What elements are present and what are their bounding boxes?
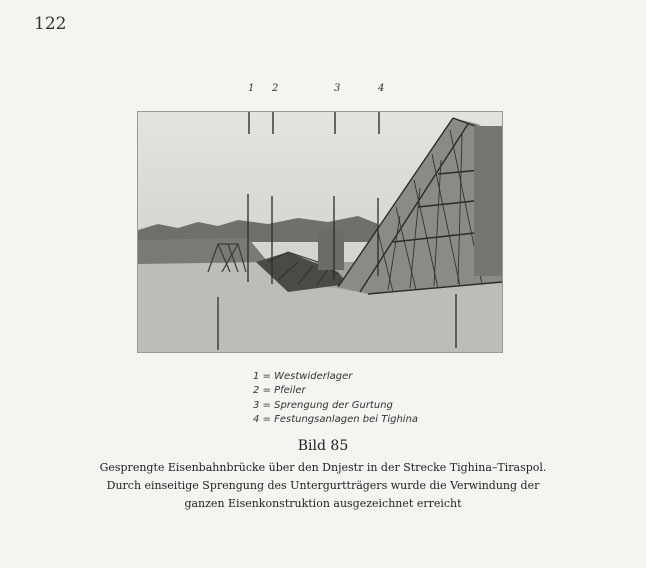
bridge-photo-illustration <box>138 112 502 352</box>
page-number: 122 <box>34 14 67 34</box>
figure-label: Bild 85 <box>297 438 349 454</box>
caption-line: Gesprengte Eisenbahnbrücke über den Dnjestr in der Strecke Tighina–Tiraspol. <box>99 461 547 474</box>
legend-item: 3 = Sprengung der Gurtung <box>253 399 393 411</box>
photo-marker-3: 3 <box>334 83 341 94</box>
photo-marker-4: 4 <box>378 83 385 94</box>
photo-marker-2: 2 <box>272 83 279 94</box>
caption-line: ganzen Eisenkonstruktion ausgezeichnet erreicht <box>184 497 462 510</box>
caption-line: Durch einseitige Sprengung des Untergurtträgers wurde die Verwindung der <box>106 479 540 492</box>
bridge-photo <box>137 111 503 353</box>
legend <box>253 370 418 428</box>
legend-item: 1 = Westwiderlager <box>253 371 353 382</box>
legend-item: 4 = Festungsanlagen bei Tighina <box>253 414 419 426</box>
figure-caption <box>0 459 646 513</box>
photo-marker-1: 1 <box>248 83 255 94</box>
legend-item: 2 = Pfeiler <box>253 385 306 397</box>
